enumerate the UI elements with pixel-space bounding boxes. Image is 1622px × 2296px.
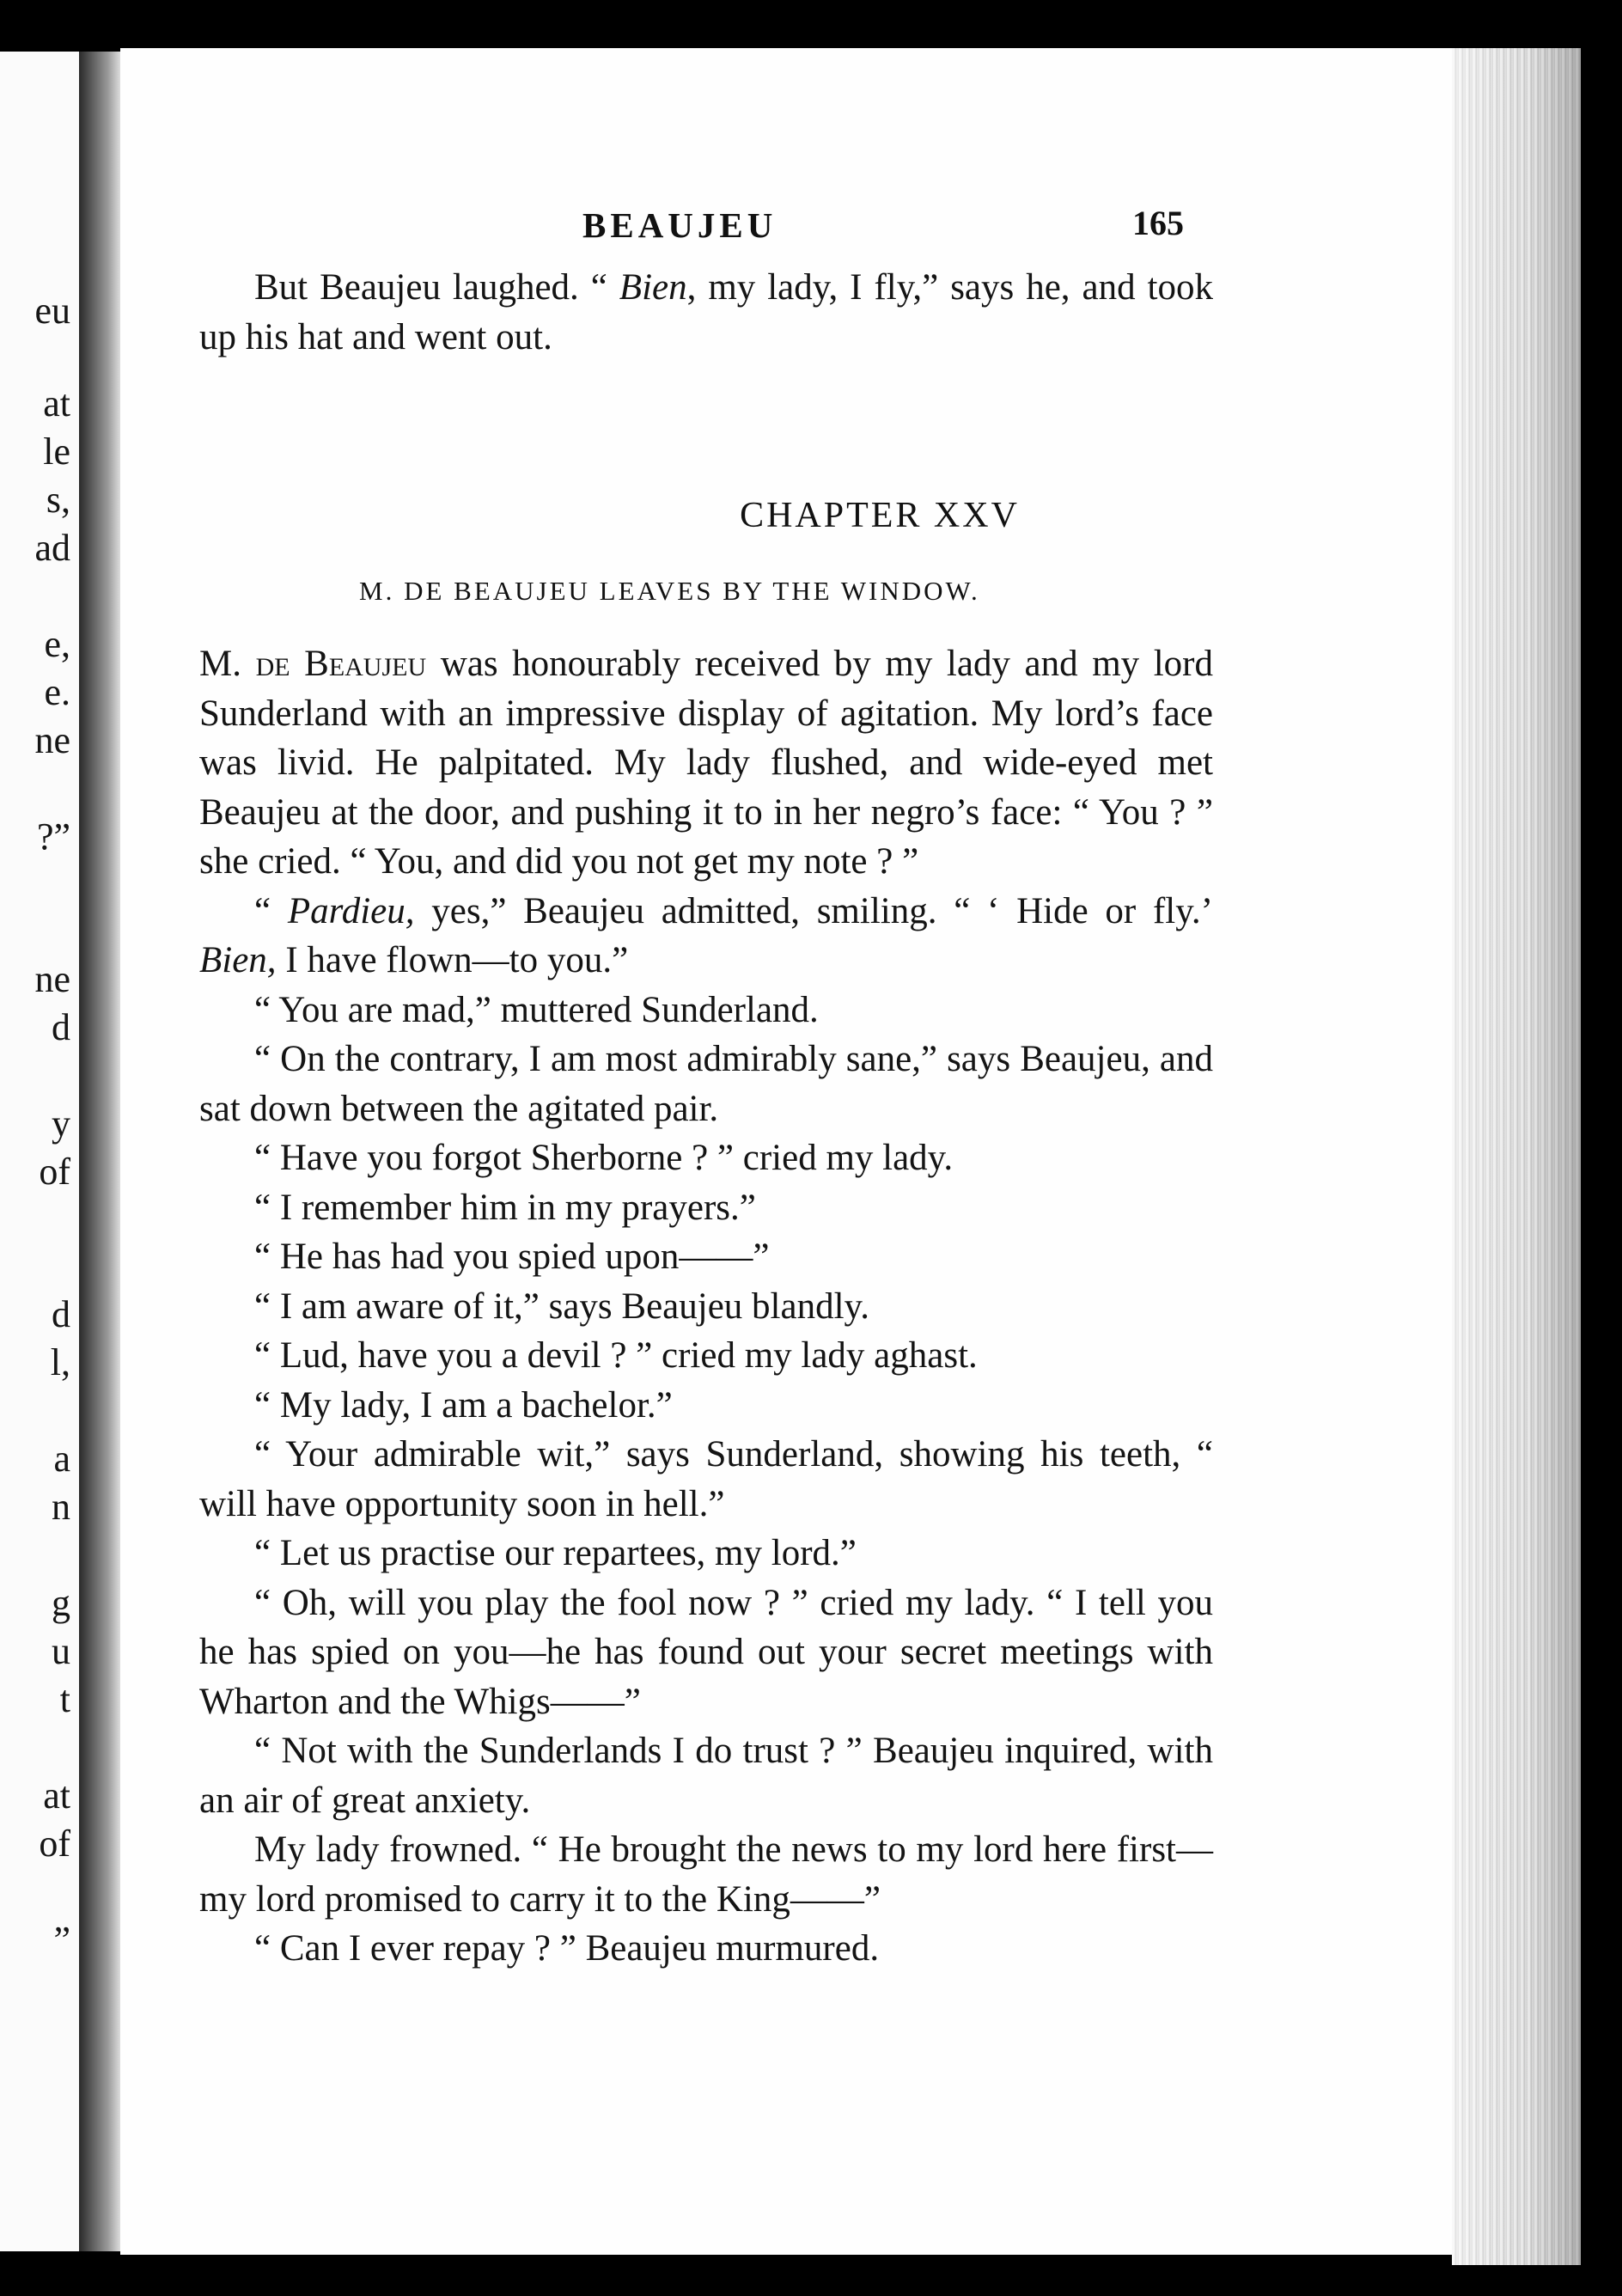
facing-page-fragment-text: a: [53, 1438, 70, 1480]
paragraph: “ I am aware of it,” says Beaujeu blandly.: [254, 1285, 869, 1327]
facing-page-fragment-text: ne: [34, 719, 70, 761]
paragraph: “ On the contrary, I am most admirably sane,” says Beaujeu, and sat down between the agitated pair.: [199, 1039, 1213, 1129]
text-run: yes,” Beaujeu admitted, smiling. “ ‘ Hide or fly.’: [414, 890, 1213, 931]
paragraph: “ Have you forgot Sherborne ? ” cried my lady.: [254, 1138, 954, 1178]
facing-page-fragment-text: e.: [44, 671, 70, 713]
text-run: But Beaujeu laughed. “: [254, 267, 619, 308]
paragraph: My lady frowned. “ He brought the news to my lord here first—my lord promised to carry it to the King——”: [199, 1829, 1213, 1920]
text-run: , my lady, I fly,” says he, and took up his hat and went out.: [199, 267, 1213, 357]
paragraph: “ Can I ever repay ? ” Beaujeu murmured.: [254, 1928, 880, 1969]
opening-text: [199, 263, 1213, 362]
paragraph: “ I remember him in my prayers.”: [254, 1187, 756, 1228]
facing-page-fragment-text: t: [59, 1678, 70, 1720]
italic-text: Bien: [619, 267, 687, 308]
paragraph: “ My lady, I am a bachelor.”: [254, 1384, 673, 1426]
facing-page-fragment: [0, 52, 79, 2251]
facing-page-fragment-text: d: [52, 1293, 70, 1335]
chapter-body: [199, 639, 1213, 1974]
page-number: 165: [1132, 204, 1184, 242]
paragraph: [199, 639, 1213, 887]
facing-page-fragment-text: y: [52, 1102, 70, 1145]
small-caps-text: M. de Beaujeu: [199, 644, 427, 684]
facing-page-fragment-text: le: [43, 430, 70, 473]
facing-page-fragment-text: at: [43, 1774, 70, 1817]
text-run: “: [254, 890, 288, 931]
italic-text: Pardieu,: [287, 890, 415, 931]
facing-page-fragment-text: eu: [34, 290, 70, 332]
facing-page-fragment-text: n: [52, 1486, 70, 1528]
paragraph: “ Lud, have you a devil ? ” cried my lady aghast.: [254, 1335, 978, 1376]
paragraph: [199, 263, 1213, 362]
facing-page-fragment-text: of: [39, 1823, 70, 1865]
page-edges-shade: [1452, 48, 1581, 2265]
italic-text: Bien,: [199, 940, 277, 980]
facing-page-fragment-text: l,: [50, 1341, 70, 1383]
facing-page-fragment-text: ?”: [36, 815, 70, 858]
facing-page-fragment-text: ad: [34, 527, 70, 569]
facing-page-fragment-text: g: [52, 1582, 70, 1624]
running-head: BEAUJEU: [582, 205, 777, 245]
chapter-title: CHAPTER XXV: [740, 496, 1020, 535]
facing-page-fragment-text: ne: [34, 958, 70, 1000]
text-run: was honourably received by my lady and my lord Sunderland with an impressive display of agitation. My lord’s face was livid. He palpitated. My lady flushed, and wide-eyed met Beaujeu at the door, and pushing it to in her negro’s face: “ You ? ” she cried. “ You, and did you not get my note ? ”: [199, 644, 1213, 882]
facing-page-fragment-text: ”: [53, 1919, 70, 1961]
facing-page-fragment-text: of: [39, 1151, 70, 1193]
facing-page-fragment-text: u: [52, 1630, 70, 1672]
chapter-subtitle: M. DE BEAUJEU LEAVES BY THE WINDOW.: [359, 576, 980, 606]
paragraph: “ He has had you spied upon——”: [254, 1237, 770, 1277]
facing-page-fragment-text: e,: [44, 623, 70, 665]
paragraph: “ Not with the Sunderlands I do trust ? ” Beaujeu inquired, with an air of great anxiety.: [199, 1731, 1213, 1821]
paragraph: “ Oh, will you play the fool now ? ” cried my lady. “ I tell you he has spied on you—he has found out your secret meetings with Wharton and the Whigs——”: [199, 1582, 1213, 1722]
facing-page-fragment-text: s,: [46, 479, 70, 521]
paragraph: “ Let us practise our repartees, my lord.”: [254, 1533, 857, 1573]
paragraph: “ You are mad,” muttered Sunderland.: [254, 989, 819, 1030]
text-run: I have flown—to you.”: [276, 940, 629, 980]
book-gutter: [79, 52, 120, 2251]
paragraph: “ Your admirable wit,” says Sunderland, showing his teeth, “ will have opportunity soon in hell.”: [199, 1434, 1213, 1524]
facing-page-fragment-text: at: [43, 382, 70, 424]
facing-page-fragment-text: d: [52, 1006, 70, 1048]
paragraph: [199, 887, 1213, 986]
